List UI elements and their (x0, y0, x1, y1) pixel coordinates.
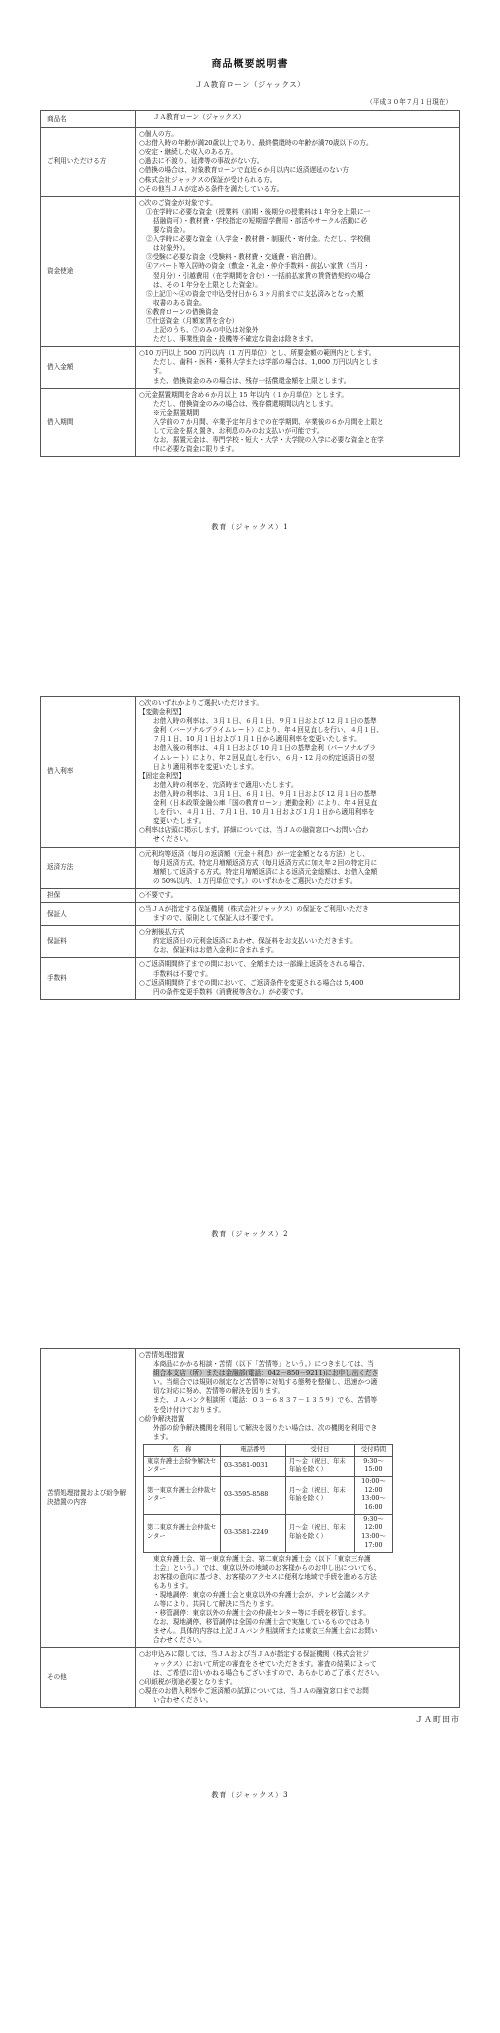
summary-table-1 (40, 110, 460, 457)
text-line: ○ご返済期間終了までの間において、ご返済条件を変更される場合は 5,400 (139, 978, 364, 987)
text-line: お借入時の利率は、３月１日、６月１日、９月１日および 12 月１日の基準 (153, 717, 377, 726)
row-content (136, 926, 460, 958)
table-row (41, 111, 460, 128)
text-line: 増額して返済する方式。特定月増額返済による返済元金総額は、お借入金額 (153, 867, 378, 876)
text-line: また、借換資金のみの場合は、残存一括償還金額を上限とします。 (153, 376, 351, 385)
text-line: ○元金据置期間を含め６か月以上 15 年以内（１か月単位）とします。 (139, 390, 349, 399)
text-line: ○現在のお借入利率やご返済額の試算については、当ＪＡの融資窓口までお問 (139, 1686, 369, 1695)
text-line: 手数料は不要です。 (153, 969, 212, 978)
text-line: い合わせください。 (153, 1695, 213, 1704)
text-line: ○お借入時の年齢が満20歳以上であり、最終償還時の年齢が満70歳以下の方。 (139, 139, 373, 148)
text-line: なお、据置元金は、専門学校・短大・大学・大学院の入学に必要な資金と在学 (153, 436, 384, 445)
text-line: ③受験に必要な資金（受験料・教材費・交通費・宿泊費）。 (146, 253, 321, 262)
row-content (136, 847, 460, 888)
text-line: ○印紙税が別途必要となります。 (139, 1677, 237, 1686)
text-line: 約定返済日の元利金返済にあわせ、保証料をお支払いいただきます。 (153, 937, 357, 946)
row-label: 商品名 (41, 111, 136, 128)
table-row (41, 888, 460, 902)
text-line: ①在学時に必要な資金（授業料（前期・後期分の授業料は１年分を上限に一 (146, 207, 371, 216)
text-line: ・現地調停：東京の弁護士会と東京以外の弁護士会が、テレビ会議システ (153, 1590, 371, 1599)
row-label: 手数料 (41, 958, 136, 999)
text-line: ○次のいずれかよりご選択いただけます。 (139, 699, 263, 707)
dispute-org-table (143, 1444, 393, 1553)
text-line: ム等により、共同して解決に当たります。 (153, 1599, 278, 1608)
row-content (136, 388, 460, 457)
table-row (41, 926, 460, 958)
issuer-signature: ＪＡ町田市 (415, 1715, 460, 1724)
row-label: 借入期間 (41, 388, 136, 457)
text-line: 金利（日本政策金融公庫「国の教育ローン」連動金利）により、年４回見直 (153, 799, 378, 808)
page-1 (0, 0, 500, 533)
row-label: 借入金額 (41, 347, 136, 388)
text-line: ○その他当ＪＡが定める条件を満たしている方。 (139, 184, 284, 193)
text-line: ます。 (153, 1432, 173, 1441)
text-line: ますので、原則として保証人は不要です。 (153, 914, 278, 923)
text-line: ただし、借換資金のみの場合は、残存償還期間以内とします。 (153, 399, 338, 408)
org-phone: 03-3581-0031 (221, 1456, 286, 1476)
text-line: ○借換の場合は、対象教育ローンで直近６か月以内に返済遅延のない方 (139, 166, 350, 175)
summary-table-3 (40, 1348, 460, 1708)
row-content (136, 697, 460, 848)
row-content (136, 196, 460, 347)
text-line: ャックス）において所定の審査をさせていただきます。審査の結果によって (153, 1659, 377, 1668)
table-row (41, 388, 460, 457)
table-row (41, 1648, 460, 1708)
table-row (41, 347, 460, 388)
col-header: 名 称 (144, 1444, 221, 1456)
text-line: ７月１日、10 月１日および１月１日から適用利率を変更いたします。 (153, 735, 361, 744)
text-line: ④アパート等入居時の資金（敷金・礼金・仲介手数料・前払い家賃（当月・ (146, 262, 370, 271)
text-line: お借入時の利率は、３月１日、６月１日、９月１日および 12 月１日の基準 (153, 789, 377, 798)
page-2 (0, 690, 500, 1239)
text-line: ⑤上記①～④の資金で申込受付日から３ヶ月前までに支払済みとなった額 (146, 289, 364, 298)
page-footer-1: 教育（ジャックス）1 (211, 523, 289, 532)
page-footer-2: 教育（ジャックス）2 (211, 1229, 289, 1238)
text-line: ②入学時に必要な資金（入学金・教材費・制服代・寄付金。ただし、学校側 (146, 235, 371, 244)
text-line: 本商品にかかる相談・苦情（以下「苦情等」という。）につきましては、当 (153, 1360, 374, 1369)
text-line: ○個人の方。 (139, 130, 178, 139)
text-line: 上記のうち、⑦のみの申込は対象外 (153, 326, 259, 335)
text-line: 要な資金）。 (153, 226, 190, 235)
text-line: 士会」という。）では、東京以外の地域のお客様からのお申し出についても、 (153, 1563, 381, 1572)
row-content (136, 902, 460, 925)
text-line: ○次のご資金が対象です。 (139, 198, 217, 207)
text-line: 外部の紛争解決機関を利用して解決を図りたい場合は、次の機関を利用でき (153, 1423, 378, 1432)
row-content (136, 128, 460, 197)
table-row (41, 847, 460, 888)
text-line: 毎月返済方式、特定月増額返済方式（毎月返済方式に加え年２回の特定月に (153, 858, 378, 867)
table-row (144, 1456, 393, 1476)
text-line: 切な対応に努め、苦情等の解決を図ります。 (153, 1387, 285, 1396)
document-date: （平成３０年７月１日現在） (366, 98, 452, 107)
text-line: 変更いたします。 (153, 817, 206, 826)
table-row (41, 128, 460, 197)
row-content-complaint (136, 1349, 460, 1648)
text-line: ○10 万円以上 500 万円以内（1 万円単位）とし、所要金額の範囲内とします。 (139, 349, 376, 358)
org-hours: 9:30～12:00 13:00～17:00 (355, 1514, 393, 1552)
row-content (136, 958, 460, 999)
org-name: 第二東京弁護士会仲裁センター (144, 1514, 221, 1552)
text-line: は、その１年分を上限とした資金）。 (153, 280, 262, 289)
row-label: 返済方法 (41, 847, 136, 888)
table-row (41, 1349, 460, 1648)
row-label: 保証料 (41, 926, 136, 958)
row-label-other: その他 (41, 1648, 136, 1708)
table-row (41, 902, 460, 925)
text-line: ※元金据置期間 (153, 408, 200, 417)
text-line: しを行い、４月１日、７月１日、10 月１日および１月１日から適用利率を (153, 808, 375, 817)
text-line: ○過去に不渡り、延滞等の事故がない方。 (139, 157, 264, 166)
text-line: ・移管調停：東京以外の弁護士会の仲裁センター等に手続を移管します。 (153, 1609, 370, 1618)
page-3 (0, 1340, 500, 1801)
row-content (136, 347, 460, 388)
text-line: の 50%以内、１万円単位です。）のいずれかをご選択いただけます。 (153, 876, 357, 885)
text-line: ただし、事業性資金・投機等不確定な資金は除きます。 (153, 335, 318, 344)
text-line: 日より適用利率を変更いたします。 (153, 762, 258, 771)
text-line: ○苦情処理措置 (139, 1351, 185, 1359)
text-line: ○当ＪＡが指定する保証機関（株式会社ジャックス）の保証をご利用いただき (139, 904, 369, 913)
text-line: ○元利均等返済（毎月の返済額（元金＋利息）が一定金額となる方法）とし、 (139, 849, 369, 858)
text-line: ＪＡ教育ローン（ジャックス） (153, 113, 245, 122)
text-line: す。 (153, 367, 166, 376)
text-line: ○安定・継続した収入のある方。 (139, 148, 238, 157)
highlighted-contact: 組合本支店（所）または金融部(電話：042－850－9211)にお申し出くださ (153, 1369, 379, 1378)
row-label: 保証人 (41, 902, 136, 925)
text-line: ○株式会社ジャックスの保証が受けられる方。 (139, 175, 277, 184)
col-header: 受付日 (286, 1444, 355, 1456)
org-days: 月～金（祝日、年末年始を除く） (286, 1514, 355, 1552)
text-line: お借入時の利率を、完済時まで適用いたします。 (153, 780, 298, 789)
text-line (139, 1369, 456, 1378)
text-line: ○お申込みに際しては、当ＪＡおよび当ＪＡが指定する保証機関（株式会社ジ (139, 1650, 369, 1659)
row-content (136, 111, 460, 128)
dispute-org-header (144, 1444, 393, 1456)
row-content (136, 888, 460, 902)
row-label: ご利用いただける方 (41, 128, 136, 197)
text-line: 金利（バーソナルプライムレート）により、年４回見直しを行い、４月１日、 (153, 726, 383, 735)
text-line: い。当組合では規則の制定など苦情等に対処する態勢を整備し、迅速かつ適 (153, 1378, 378, 1387)
col-header: 受付時間 (355, 1444, 393, 1456)
text-line: は対象外）。 (153, 244, 190, 253)
row-content-other (136, 1648, 460, 1708)
text-line: 【固定金利型】 (139, 771, 186, 780)
org-phone: 03-3595-8588 (221, 1477, 286, 1515)
text-line: ⑥教育ローンの借換資金 (146, 307, 219, 316)
col-header: 電話番号 (221, 1444, 286, 1456)
org-name: 東京弁護士会紛争解決センター (144, 1456, 221, 1476)
table-row (41, 697, 460, 848)
text-line: もあります。 (153, 1581, 193, 1590)
row-label-complaint: 苦情処理措置および紛争解決措置の内容 (41, 1349, 136, 1648)
text-line: 合わせください。 (153, 1636, 206, 1645)
org-days: 月～金（祝日、年末年始を除く） (286, 1456, 355, 1476)
text-line: ただし、歯科・医科・薬科大学または学部の場合は、1,000 万円以内としま (153, 358, 379, 367)
text-line: ○ご返済期間終了までの間において、全額または一部繰上返済をされる場合、 (139, 960, 369, 969)
text-line: ○利率は店頭に掲示します。詳細については、当ＪＡの融資窓口へお問い合わ (139, 826, 369, 835)
text-line: して元金を据え置き、お利息のみのお支払いが可能です。 (153, 427, 324, 436)
text-line: イムレート）により、年２回見直しを行い、６月・12 月の約定返済日の翌 (153, 753, 375, 762)
text-line: ○分割後払方式 (139, 928, 185, 937)
row-label: 資金使途 (41, 196, 136, 347)
row-label: 借入利率 (41, 697, 136, 848)
text-line: は、ご希望に沿いかねる場合もございますので、あらかじめご了承ください。 (153, 1668, 384, 1677)
text-line: 収書のある資金。 (153, 298, 206, 307)
org-hours: 10:00～12:00 13:00～16:00 (355, 1477, 393, 1515)
text-line: なお、現地調停、移管調停は全国の弁護士会で実施しているものではあり (153, 1618, 371, 1627)
table-row (41, 958, 460, 999)
text-line: お客様の意向に基づき、お客様のアクセスに便利な地域で手続を進める方法 (153, 1572, 377, 1581)
org-name: 第一東京弁護士会仲裁センター (144, 1477, 221, 1515)
text-line: 入学前の７か月間、卒業予定年月までの在学期間、卒業後の６か月間を上限と (153, 417, 384, 426)
text-line: ○紛争解決措置 (139, 1414, 185, 1423)
complaint-text-b (139, 1555, 456, 1646)
text-line: 東京弁護士会、第一東京弁護士会、第二東京弁護士会（以下「東京三弁護 (153, 1554, 371, 1563)
text-line: 中に必要な資金に限ります。 (153, 445, 239, 454)
text-line: を受け付けております。 (153, 1405, 226, 1414)
table-row (144, 1477, 393, 1515)
page-footer-3: 教育（ジャックス）3 (211, 1791, 289, 1800)
org-days: 月～金（祝日、年末年始を除く） (286, 1477, 355, 1515)
text-line: お借入後の利率は、４月１日および 10 月１日の基準金利（パーソナルプラ (153, 744, 376, 753)
text-line: 括融資可）・教材費・学校指定の短期留学費用・部活やサークル活動に必 (153, 216, 368, 225)
text-line: 翌月分）・引越費用（在学期間を含む）・一括前払家賃の賃貸借契約の場合 (153, 271, 371, 280)
document-title: 商品概要説明書 (211, 59, 289, 70)
text-line: 円の条件変更手数料（消費税等含む。）が必要です。 (153, 987, 308, 996)
document-subtitle: ＪＡ教育ローン（ジャックス） (194, 79, 306, 89)
table-row (144, 1514, 393, 1552)
text-line: ⑦仕送資金（月額家賃を含む） (146, 316, 239, 325)
text-line: せください。 (153, 835, 193, 844)
table-row (41, 196, 460, 347)
text-line: なお、保証料はお借入金利に含まれます。 (153, 946, 278, 955)
org-hours: 9:30～15:00 (355, 1456, 393, 1476)
text-line: また、ＪＡバンク相談所（電話：０３－６８３７－１３５９）でも、苦情等 (153, 1396, 378, 1405)
text-line: 【変動金利型】 (139, 708, 186, 717)
row-label: 担保 (41, 888, 136, 902)
text-line: ○不要です。 (139, 890, 178, 899)
complaint-text-a (139, 1351, 456, 1442)
text-line: ません。具体的内容は上記ＪＡバンク相談所または東京三弁護士会にお問い (153, 1627, 378, 1636)
summary-table-2 (40, 696, 460, 1000)
org-phone: 03-3581-2249 (221, 1514, 286, 1552)
